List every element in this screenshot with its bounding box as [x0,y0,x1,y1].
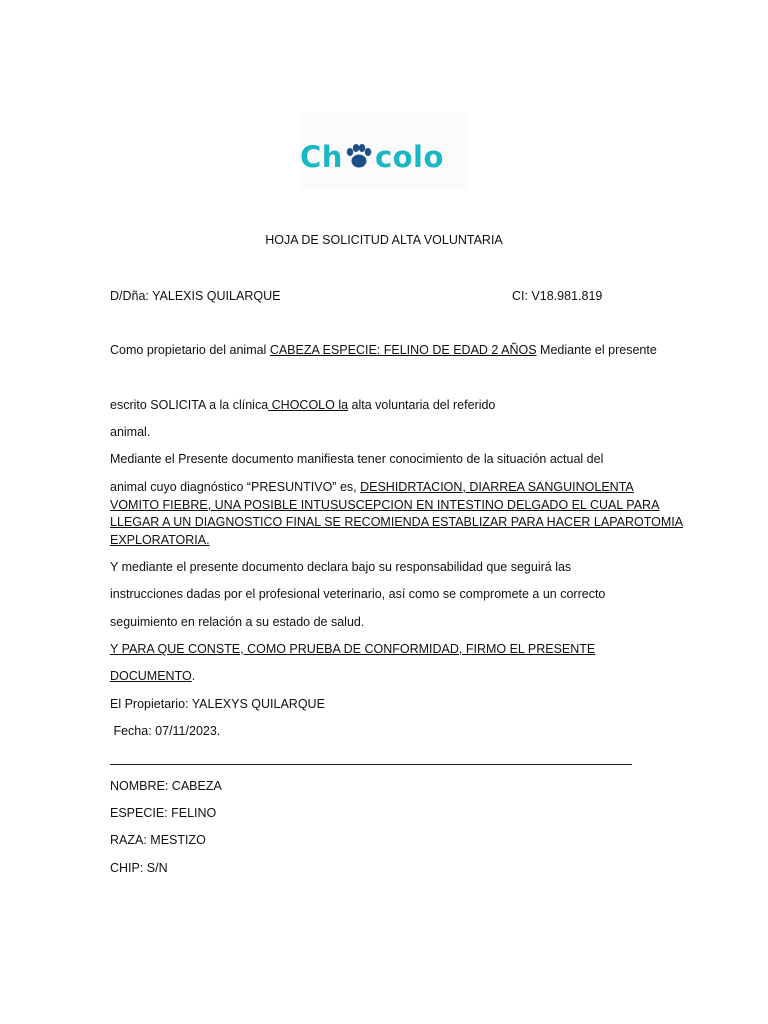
responsibility-line-1: Y mediante el presente documento declara bajo su responsabilidad que seguirá las [110,560,572,574]
paragraph-request [110,398,495,412]
paw-icon [344,143,374,177]
clinic-logo [300,140,444,177]
owner-name: D/Dña: YALEXIS QUILARQUE [110,289,281,303]
conformity-line-1: Y PARA QUE CONSTE, COMO PRUEBA DE CONFORMIDAD, FIRMO EL PRESENTE [110,642,596,656]
p2-end: animal. [110,425,151,439]
p2-before: escrito SOLICITA a la clínica [110,398,269,412]
responsibility-line-3: seguimiento en relación a su estado de salud. [110,615,365,629]
p1-after: Mediante el presente [536,343,657,357]
logo-text-right: colo [374,140,444,174]
diagnosis-block [110,479,684,549]
diagnosis-line-4: EXPLORATORIA. [110,532,210,547]
conformity-period: . [191,669,196,683]
responsibility-line-2: instrucciones dadas por el profesional veterinario, así como se compromete a un correcto [110,587,606,601]
diagnosis-prefix: animal cuyo diagnóstico “PRESUNTIVO” es, [110,480,361,494]
conformity-line-2 [110,669,195,683]
patient-species: ESPECIE: FELINO [110,806,217,820]
document-date: Fecha: 07/11/2023. [110,724,221,738]
patient-name: NOMBRE: CABEZA [110,779,222,793]
p1-animal-description: CABEZA ESPECIE: FELINO DE EDAD 2 AÑOS [269,343,537,357]
diagnosis-line-2: VOMITO FIEBRE, UNA POSIBLE INTUSUSCEPCION EN INTESTINO DELGADO EL CUAL PARA [110,497,660,512]
owner-ci: CI: V18.981.819 [512,289,603,303]
patient-breed: RAZA: MESTIZO [110,833,206,847]
divider-line [110,764,632,765]
owner-signature: El Propietario: YALEXYS QUILARQUE [110,697,325,711]
p2-clinic-name: CHOCOLO la [268,398,349,412]
document-title: HOJA DE SOLICITUD ALTA VOLUNTARIA [265,233,503,247]
paragraph-owner-statement [110,343,657,357]
conformity-document: DOCUMENTO [110,669,192,683]
logo-text-left: Ch [300,140,343,174]
patient-chip: CHIP: S/N [110,861,168,875]
p1-before: Como propietario del animal [110,343,270,357]
p2-after: alta voluntaria del referido [348,398,496,412]
diagnosis-line-3: LLEGAR A UN DIAGNOSTICO FINAL SE RECOMIENDA ESTABLIZAR PARA HACER LAPAROTOMIA [110,515,684,529]
paragraph-knowledge: Mediante el Presente documento manifiesta tener conocimiento de la situación actual del [110,452,604,466]
diagnosis-line-1: DESHIDRTACION, DIARREA SANGUINOLENTA [360,480,634,494]
